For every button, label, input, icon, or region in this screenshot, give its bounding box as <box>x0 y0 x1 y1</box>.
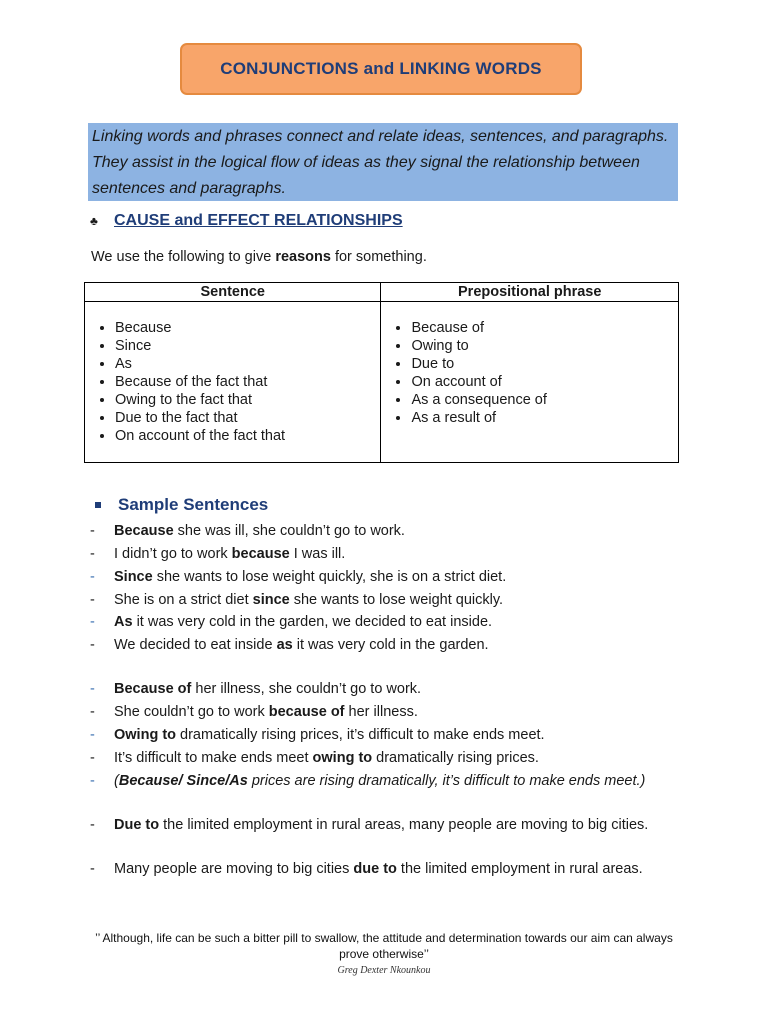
sentence-column <box>85 302 381 463</box>
dash-bullet: - <box>90 592 95 608</box>
sentence-part: Because of <box>114 681 192 697</box>
sentence-text <box>114 771 690 792</box>
sentence-part: she was ill, she couldn’t go to work. <box>173 523 405 539</box>
section-heading-text: CAUSE and EFFECT RELATIONSHIPS <box>114 212 403 229</box>
section-heading <box>90 212 403 230</box>
sample-sentence <box>90 702 690 723</box>
sentence-part: it was very cold in the garden, we decided to eat inside. <box>132 614 493 630</box>
sentence-part: owing to <box>312 750 373 766</box>
list-item: • Because of the fact that <box>115 373 380 391</box>
list-item: • Because <box>115 319 380 337</box>
lead-after: for something. <box>330 249 427 265</box>
closing-quote: ’’ Although, life can be such a bitter pill to swallow, the attitude and determination towards our aim can always prove otherwise’’ <box>95 931 673 961</box>
sentence-part: dramatically rising prices. <box>372 750 539 766</box>
sentence-text <box>114 521 690 542</box>
samples-heading <box>90 495 268 515</box>
sentence-part: due to <box>353 861 397 877</box>
sentence-text <box>114 702 690 723</box>
sentence-part: I didn’t go to work <box>114 546 232 562</box>
list-item: • Because of <box>411 319 678 337</box>
sentence-part: since <box>252 592 290 608</box>
list-item: • As <box>115 355 380 373</box>
table-header-sentence: Sentence <box>85 283 381 302</box>
sentence-text <box>114 815 690 836</box>
sentence-text <box>114 748 690 769</box>
sentence-part: as <box>276 637 293 653</box>
signature: Greg Dexter Nkounkou <box>337 965 431 976</box>
samples-heading-text: Sample Sentences <box>118 495 269 514</box>
page-title: CONJUNCTIONS and LINKING WORDS <box>220 59 542 78</box>
sample-sentence <box>90 612 690 633</box>
sentence-part: Many people are moving to big cities <box>114 861 354 877</box>
sentence-text <box>114 859 690 880</box>
sample-sentence <box>90 771 690 792</box>
dash-bullet: - <box>90 861 95 877</box>
sample-sentence <box>90 590 690 611</box>
sentence-text <box>114 679 690 700</box>
list-item: • On account of the fact that <box>115 427 380 445</box>
sample-sentence <box>90 521 690 542</box>
dash-bullet: - <box>90 773 95 789</box>
list-item: • As a result of <box>411 409 678 427</box>
list-item: • On account of <box>411 373 678 391</box>
sample-sentence <box>90 544 690 565</box>
dash-bullet: - <box>90 546 95 562</box>
sentence-text <box>114 567 690 588</box>
reasons-table <box>84 282 679 463</box>
sentence-part: because <box>231 546 290 562</box>
sentence-part: It’s difficult to make ends meet <box>114 750 313 766</box>
sample-sentence <box>90 725 690 746</box>
sentence-text <box>114 590 690 611</box>
dash-bullet: - <box>90 817 95 833</box>
table-header-prepositional: Prepositional phrase <box>381 283 679 302</box>
sentence-part: dramatically rising prices, it’s difficult to make ends meet. <box>176 727 545 743</box>
sentence-part: She is on a strict diet <box>114 592 253 608</box>
square-bullet-icon <box>95 502 101 508</box>
intro-paragraph: Linking words and phrases connect and relate ideas, sentences, and paragraphs. They assist in the logical flow of ideas as they signal the relationship between sentences and paragraphs. <box>88 123 678 201</box>
list-item: • Since <box>115 337 380 355</box>
club-bullet-icon: ♣ <box>90 214 98 228</box>
sentence-part: she wants to lose weight quickly. <box>289 592 504 608</box>
lead-sentence <box>91 249 427 265</box>
sentence-part: because of <box>268 704 345 720</box>
list-item: • Due to the fact that <box>115 409 380 427</box>
sample-sentence <box>90 679 690 700</box>
dash-bullet: - <box>90 681 95 697</box>
sample-sentence <box>90 567 690 588</box>
dash-bullet: - <box>90 569 95 585</box>
sentence-part: her illness. <box>344 704 418 720</box>
dash-bullet: - <box>90 614 95 630</box>
sentence-part: Because/ Since/As <box>118 773 248 789</box>
list-item: • Owing to the fact that <box>115 391 380 409</box>
sentence-part: the limited employment in rural areas, many people are moving to big cities. <box>159 817 649 833</box>
sentence-part: Because <box>114 523 174 539</box>
sentence-list <box>85 319 380 445</box>
list-item: • As a consequence of <box>411 391 678 409</box>
sentence-text <box>114 544 690 565</box>
prepositional-column <box>381 302 679 463</box>
title-box <box>180 43 582 95</box>
sample-sentence <box>90 748 690 769</box>
sentence-part: ( <box>114 773 119 789</box>
dash-bullet: - <box>90 727 95 743</box>
sample-sentence <box>90 815 690 836</box>
dash-bullet: - <box>90 704 95 720</box>
dash-bullet: - <box>90 637 95 653</box>
sentence-part: her illness, she couldn’t go to work. <box>191 681 422 697</box>
sentence-text <box>114 612 690 633</box>
lead-before: We use the following to give <box>91 249 276 265</box>
sentence-part: Owing to <box>114 727 177 743</box>
sentence-part: Since <box>114 569 153 585</box>
sentence-part: she wants to lose weight quickly, she is on a strict diet. <box>152 569 507 585</box>
sample-sentence <box>90 859 690 880</box>
list-item: • Due to <box>411 355 678 373</box>
sentence-part: prices are rising dramatically, it’s difficult to make ends meet.) <box>247 773 646 789</box>
sentence-part: As <box>114 614 133 630</box>
dash-bullet: - <box>90 523 95 539</box>
sentence-part: I was ill. <box>289 546 346 562</box>
sample-sentence <box>90 635 690 656</box>
lead-bold: reasons <box>275 249 331 265</box>
sentence-part: the limited employment in rural areas. <box>396 861 643 877</box>
list-item: • Owing to <box>411 337 678 355</box>
sentence-part: it was very cold in the garden. <box>292 637 489 653</box>
dash-bullet: - <box>90 750 95 766</box>
sentence-part: We decided to eat inside <box>114 637 277 653</box>
prepositional-list <box>381 319 678 427</box>
sentence-text <box>114 635 690 656</box>
sentence-part: Due to <box>114 817 160 833</box>
sentence-text <box>114 725 690 746</box>
sentence-part: She couldn’t go to work <box>114 704 269 720</box>
